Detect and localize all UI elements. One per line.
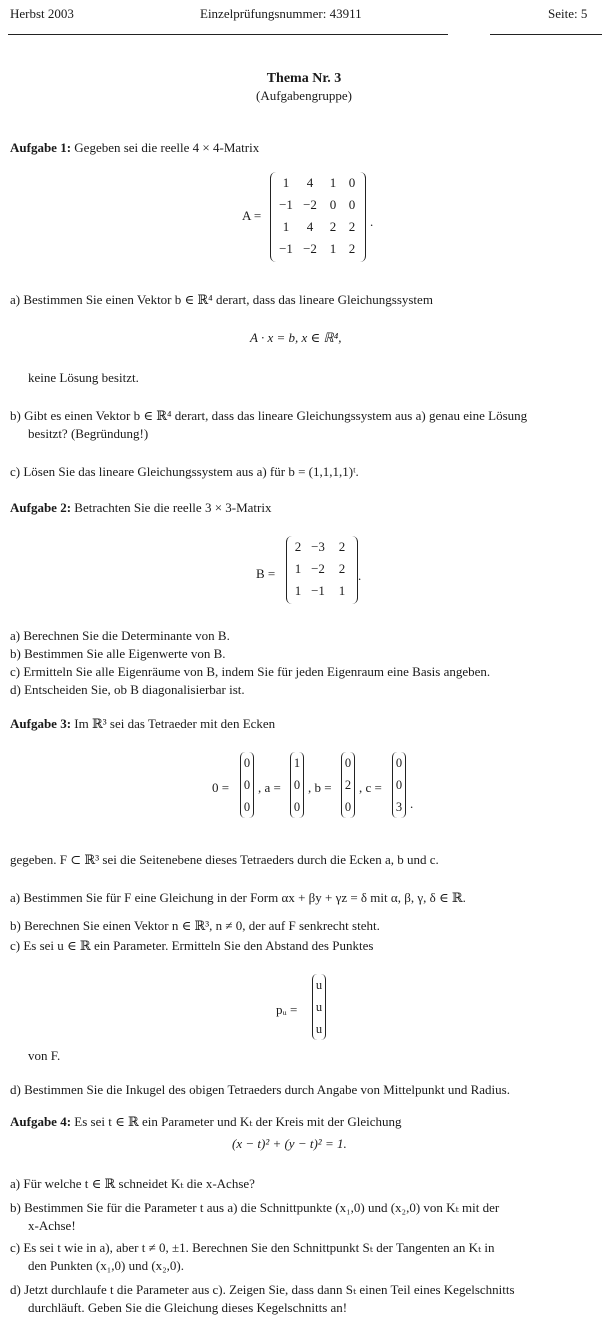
matrix-cell: −2 [303, 197, 317, 212]
matrix-cell: 4 [306, 175, 314, 190]
vector-entry: 0 [243, 756, 251, 770]
aufgabe-3-intro-text: Im ℝ³ sei das Tetraeder mit den Ecken [74, 716, 276, 731]
vector-entry: 0 [395, 756, 403, 770]
aufgabe-1-c: c) Lösen Sie das lineare Gleichungssystem aus a) für b = (1,1,1,1)ᵗ. [10, 464, 359, 479]
aufgabe-4-a: a) Für welche t ∈ ℝ schneidet Kₜ die x-Achse? [10, 1176, 255, 1191]
aufgabe-1-b-line2: besitzt? (Begründung!) [28, 426, 149, 441]
aufgabe-1-equation: A · x = b, x ∈ ℝ⁴, [250, 330, 342, 345]
matrix-cell: 0 [329, 197, 337, 212]
header-rule-left [8, 34, 448, 35]
aufgabe-1-intro-text: Gegeben sei die reelle 4 × 4-Matrix [74, 140, 260, 155]
matrix-a [270, 172, 366, 262]
aufgabe-3-given: gegeben. F ⊂ ℝ³ sei die Seitenebene dieses Tetraeders durch die Ecken a, b und c. [10, 852, 439, 867]
vertex-b-label: , b = [308, 780, 332, 795]
matrix-cell: 0 [348, 197, 356, 212]
matrix-cell: 2 [294, 539, 302, 554]
aufgabe-4-equation: (x − t)² + (y − t)² = 1. [232, 1136, 347, 1151]
matrix-cell: 1 [282, 219, 290, 234]
matrix-cell: 2 [348, 219, 356, 234]
aufgabe-3-label: Aufgabe 3: [10, 716, 72, 731]
matrix-b [286, 536, 358, 604]
vertices-end: . [410, 796, 414, 811]
matrix-row [275, 172, 361, 194]
header-right: Seite: 5 [548, 6, 588, 21]
header-left: Herbst 2003 [10, 6, 74, 21]
aufgabe-1-b-line1: b) Gibt es einen Vektor b ∈ ℝ⁴ derart, dass das lineare Gleichungssystem aus a) genau eine Lösung [10, 408, 528, 423]
vertex-zero-label: 0 = [212, 780, 230, 795]
vertex-a-vector [290, 752, 304, 818]
matrix-cell: 2 [348, 241, 356, 256]
header-rule-right [490, 34, 602, 35]
matrix-cell: 4 [306, 219, 314, 234]
aufgabe-3-von-f: von F. [28, 1048, 61, 1063]
aufgabe-2-label: Aufgabe 2: [10, 500, 72, 515]
aufgabe-3-b: b) Berechnen Sie einen Vektor n ∈ ℝ³, n ≠ 0, der auf F senkrecht steht. [10, 918, 380, 933]
matrix-cell: −1 [311, 583, 325, 598]
vertex-c-label: , c = [359, 780, 382, 795]
vector-entry: 0 [344, 756, 352, 770]
vector-entry: 0 [243, 778, 251, 792]
aufgabe-4-label: Aufgabe 4: [10, 1114, 72, 1129]
matrix-cell: −2 [311, 561, 325, 576]
aufgabe-1-a-end: keine Lösung besitzt. [28, 370, 139, 385]
aufgabe-3-a: a) Bestimmen Sie für F eine Gleichung in der Form αx + βy + γz = δ mit α, β, γ, δ ∈ ℝ. [10, 890, 466, 905]
vertex-a-label: , a = [258, 780, 281, 795]
matrix-cell: 2 [338, 561, 346, 576]
matrix-cell: −1 [279, 241, 293, 256]
matrix-row [291, 580, 353, 602]
thema-subtitle: (Aufgabengruppe) [255, 88, 352, 103]
aufgabe-1-a: a) Bestimmen Sie einen Vektor b ∈ ℝ⁴ derart, dass das lineare Gleichungssystem [10, 292, 433, 307]
vertex-zero-vector [240, 752, 254, 818]
vertex-b-vector [341, 752, 355, 818]
aufgabe-3-d: d) Bestimmen Sie die Inkugel des obigen Tetraeders durch Angabe von Mittelpunkt und Radius. [10, 1082, 510, 1097]
vector-entry: u [315, 1022, 323, 1036]
matrix-cell: −2 [303, 241, 317, 256]
aufgabe-3-c: c) Es sei u ∈ ℝ ein Parameter. Ermitteln Sie den Abstand des Punktes [10, 938, 374, 953]
vector-entry: 3 [395, 800, 403, 814]
matrix-cell: 0 [348, 175, 356, 190]
aufgabe-2-item: a) Berechnen Sie die Determinante von B. [10, 628, 230, 643]
aufgabe-4-b-line2: x-Achse! [28, 1218, 76, 1233]
vector-entry: u [315, 1000, 323, 1014]
matrix-a-end: . [370, 214, 374, 229]
aufgabe-4-b-line1: b) Bestimmen Sie für die Parameter t aus a) die Schnittpunkte (x₁,0) und (x₂,0) von Kₜ mit der [10, 1200, 500, 1215]
aufgabe-1-label: Aufgabe 1: [10, 140, 72, 155]
aufgabe-4-d-line1: d) Jetzt durchlaufe t die Parameter aus c). Zeigen Sie, dass dann Sₜ einen Teil eines Kegelschnitts [10, 1282, 515, 1297]
aufgabe-2-item: b) Bestimmen Sie alle Eigenwerte von B. [10, 646, 226, 661]
matrix-row [291, 558, 353, 580]
aufgabe-2-item: c) Ermitteln Sie alle Eigenräume von B, indem Sie für jeden Eigenraum eine Basis angeben. [10, 664, 491, 679]
vector-entry: 2 [344, 778, 352, 792]
aufgabe-2-intro [10, 500, 271, 517]
matrix-cell: 1 [329, 241, 337, 256]
vector-entry: 0 [344, 800, 352, 814]
aufgabe-2-item: d) Entscheiden Sie, ob B diagonalisierbar ist. [10, 682, 245, 697]
aufgabe-4-c-line1: c) Es sei t wie in a), aber t ≠ 0, ±1. Berechnen Sie den Schnittpunkt Sₜ der Tangenten an Kₜ in [10, 1240, 495, 1255]
matrix-cell: 1 [294, 561, 302, 576]
matrix-cell: 2 [329, 219, 337, 234]
aufgabe-4-c-line2: den Punkten (x₁,0) und (x₂,0). [28, 1258, 185, 1273]
matrix-cell: −3 [311, 539, 325, 554]
thema-title: Thema Nr. 3 [266, 71, 342, 86]
matrix-cell: −1 [279, 197, 293, 212]
aufgabe-4-d-line2: durchläuft. Geben Sie die Gleichung dieses Kegelschnitts an! [28, 1300, 348, 1315]
matrix-b-end: . [358, 568, 362, 583]
vector-entry: 1 [293, 756, 301, 770]
aufgabe-1-intro [10, 140, 259, 157]
matrix-cell: 2 [338, 539, 346, 554]
aufgabe-4-intro [10, 1114, 402, 1131]
vector-entry: 0 [293, 778, 301, 792]
point-pu-label: pᵤ = [276, 1002, 298, 1017]
matrix-a-name: A = [242, 208, 262, 223]
matrix-cell: 1 [294, 583, 302, 598]
aufgabe-4-intro-text: Es sei t ∈ ℝ ein Parameter und Kₜ der Kreis mit der Gleichung [74, 1114, 402, 1129]
matrix-row [275, 216, 361, 238]
matrix-cell: 1 [338, 583, 346, 598]
matrix-row [275, 238, 361, 260]
matrix-cell: 1 [329, 175, 337, 190]
vector-entry: 0 [395, 778, 403, 792]
point-pu-vector [312, 974, 326, 1040]
matrix-row [275, 194, 361, 216]
vector-entry: u [315, 978, 323, 992]
vector-entry: 0 [243, 800, 251, 814]
header-center: Einzelprüfungsnummer: 43911 [200, 6, 362, 21]
matrix-cell: 1 [282, 175, 290, 190]
vector-entry: 0 [293, 800, 301, 814]
matrix-b-name: B = [256, 566, 276, 581]
aufgabe-3-intro [10, 716, 275, 733]
matrix-row [291, 536, 353, 558]
vertex-c-vector [392, 752, 406, 818]
aufgabe-2-intro-text: Betrachten Sie die reelle 3 × 3-Matrix [74, 500, 272, 515]
